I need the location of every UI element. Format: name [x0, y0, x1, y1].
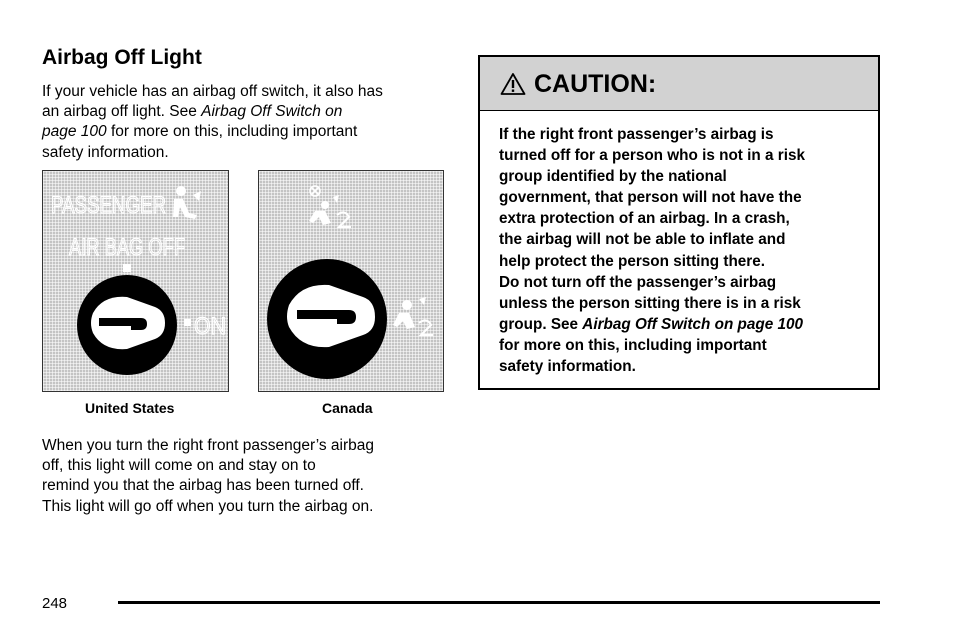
body-line: This light will go off when you turn the airbag on. — [42, 497, 374, 515]
caution-header — [480, 57, 878, 111]
intro-line — [42, 122, 452, 142]
caption-canada: Canada — [322, 400, 373, 416]
caution-line: extra protection of an airbag. In a crash, — [499, 210, 790, 228]
section-heading: Airbag Off Light — [42, 46, 202, 69]
intro-line: If your vehicle has an airbag off switch, it also has — [42, 83, 383, 100]
intro-paragraph — [42, 82, 452, 163]
caution-line: safety information. — [499, 358, 636, 376]
caution-line: help protect the person sitting there. — [499, 252, 766, 270]
passenger-label: PASSENGER — [51, 192, 166, 219]
us-airbag-light-figure — [42, 170, 229, 392]
body-line: When you turn the right front passenger’s airbag — [42, 437, 375, 454]
body-paragraph — [42, 436, 452, 517]
caution-line: turned off for a person who is not in a risk — [499, 147, 805, 165]
us-airbag-light-illustration — [43, 171, 228, 391]
caution-line: Do not turn off the passenger’s airbag — [499, 273, 777, 291]
passenger-seated-icon — [173, 186, 201, 219]
caution-line: unless the person sitting there is in a risk — [499, 294, 801, 312]
caution-line: for more on this, including important — [499, 336, 767, 354]
airbag-on-symbol-icon — [393, 297, 433, 335]
airbag-off-label: AIR BAG OFF — [69, 234, 185, 261]
caution-title: CAUTION: — [534, 70, 657, 98]
cross-reference: Airbag Off Switch on page 100 — [582, 315, 804, 333]
page-number: 248 — [42, 595, 68, 612]
caution-line: group identified by the national — [499, 168, 727, 186]
caption-united-states: United States — [85, 400, 175, 416]
cross-reference: Airbag Off Switch on — [201, 103, 343, 121]
body-line: remind you that the airbag has been turned off. — [42, 477, 364, 495]
caution-line: If the right front passenger’s airbag is — [499, 126, 774, 143]
warning-triangle-icon — [500, 72, 526, 96]
off-indicator-icon — [123, 264, 131, 272]
caution-box — [478, 55, 880, 390]
canada-airbag-light-illustration — [259, 171, 443, 391]
airbag-off-symbol-icon — [309, 186, 351, 227]
footer-rule — [118, 601, 880, 604]
caution-text-fragment: group. See — [499, 315, 583, 333]
cross-reference: page 100 — [42, 123, 107, 141]
caution-text — [499, 124, 879, 377]
intro-text: an airbag off light. See — [42, 103, 202, 121]
canada-airbag-light-figure — [258, 170, 444, 392]
caution-line — [499, 314, 879, 335]
on-label: ON — [194, 313, 226, 340]
intro-line — [42, 102, 452, 122]
intro-line: safety information. — [42, 143, 169, 161]
caution-line: the airbag will not be able to inflate and — [499, 231, 786, 249]
on-indicator-icon — [184, 319, 191, 326]
body-line: off, this light will come on and stay on to — [42, 457, 316, 475]
intro-text: for more on this, including important — [106, 123, 358, 141]
caution-line: government, that person will not have the — [499, 189, 802, 207]
